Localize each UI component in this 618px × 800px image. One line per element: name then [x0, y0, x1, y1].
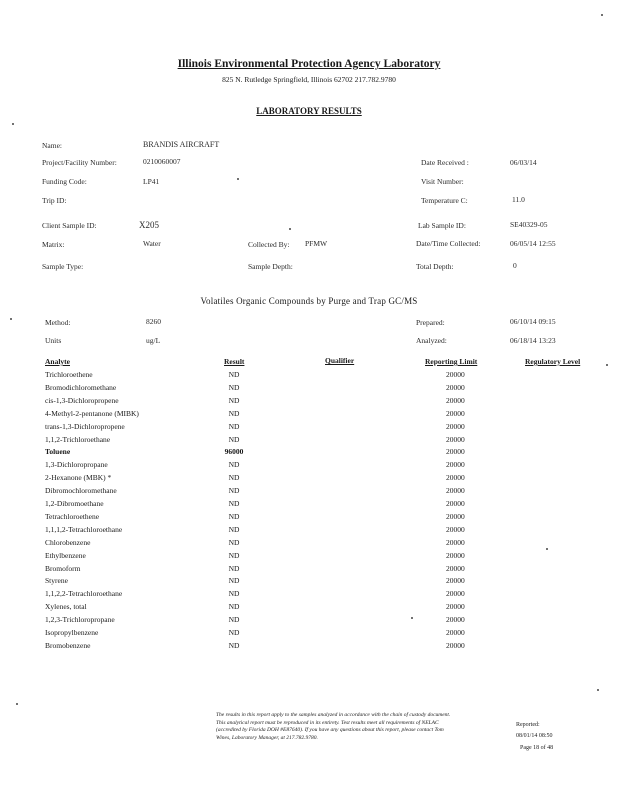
scan-speck	[10, 318, 12, 320]
total-depth-label: Total Depth:	[416, 262, 454, 271]
analyzed-label: Analyzed:	[416, 336, 447, 345]
reporting-limit-cell: 20000	[446, 460, 465, 470]
prepared-value: 06/10/14 09:15	[510, 317, 556, 326]
reporting-limit-cell: 20000	[446, 628, 465, 637]
table-row	[0, 396, 618, 408]
reporting-limit-cell: 20000	[446, 602, 465, 612]
reporting-limit-cell: 20000	[446, 447, 465, 457]
name-value: BRANDIS AIRCRAFT	[143, 140, 220, 149]
footer-note: The results in this report apply to the samples analyzed in accordance with the chain of custody document. This analytical report must be reproduced in its entirety. Test results meet all requirements of NELAC (accredited by Florida DOH #E87640). If you have any questions about this report, please contact Tom Wines, Laboratory Manager, at 217.782.9780.	[216, 712, 451, 741]
collected-by-value: PFMW	[305, 239, 328, 248]
result-cell: ND	[228, 395, 240, 405]
result-cell: ND	[228, 524, 240, 534]
analyte-cell: Bromoform	[45, 563, 81, 573]
table-row	[0, 383, 618, 395]
scan-speck	[597, 689, 599, 691]
scan-speck	[237, 178, 239, 180]
scan-speck	[12, 123, 14, 125]
analyte-cell: Chlorobenzene	[45, 537, 91, 547]
reporting-limit-cell: 20000	[446, 537, 465, 547]
analyte-cell: Tetrachloroethene	[45, 511, 100, 521]
scan-speck	[606, 364, 608, 366]
result-cell: ND	[228, 473, 240, 483]
table-row	[0, 525, 618, 537]
reporting-limit-cell: 20000	[446, 421, 465, 431]
analyte-cell: 1,1,2-Trichloroethane	[45, 434, 111, 444]
matrix-label: Matrix:	[42, 240, 65, 249]
analyte-cell: 1,3-Dichloropropane	[45, 460, 108, 470]
table-row	[0, 435, 618, 447]
report-title: LABORATORY RESULTS	[256, 106, 362, 116]
collected-dt-value: 06/05/14 12:55	[510, 239, 556, 248]
reporting-limit-cell: 20000	[446, 511, 465, 521]
project-value: 0210060007	[143, 157, 181, 166]
analyte-cell: Styrene	[45, 576, 68, 586]
col-qualifier: Qualifier	[325, 356, 355, 365]
lab-id-value: SE40329-05	[510, 220, 548, 229]
analyte-cell: Xylenes, total	[45, 602, 87, 612]
sample-type-label: Sample Type:	[42, 262, 84, 271]
table-row	[0, 615, 618, 627]
method-value: 8260	[146, 317, 161, 326]
result-cell: ND	[228, 628, 240, 637]
scan-speck	[411, 617, 413, 619]
reporting-limit-cell: 20000	[446, 395, 465, 405]
client-id-value: X205	[139, 220, 159, 230]
lab-id-label: Lab Sample ID:	[418, 221, 466, 230]
lab-address: 825 N. Rutledge Springfield, Illinois 62702 217.782.9780	[222, 75, 396, 84]
method-label: Method:	[45, 318, 71, 327]
result-cell: ND	[228, 408, 240, 418]
funding-label: Funding Code:	[42, 177, 87, 186]
analyte-cell: 1,2,3-Trichloropropane	[45, 615, 115, 625]
name-label: Name:	[42, 141, 62, 150]
units-label: Units	[45, 336, 62, 345]
result-cell: ND	[228, 550, 240, 560]
analyte-cell: 1,2-Dibromoethane	[45, 499, 104, 508]
page-number: Page 18 of 48	[520, 745, 554, 751]
table-row	[0, 486, 618, 498]
reporting-limit-cell: 20000	[446, 563, 465, 573]
col-analyte: Analyte	[45, 357, 70, 366]
result-cell: ND	[228, 576, 240, 586]
analyte-cell: Dibromochloromethane	[45, 486, 117, 496]
result-cell: ND	[228, 499, 240, 508]
temperature-label: Temperature C:	[421, 196, 468, 205]
funding-value: LP41	[143, 177, 160, 186]
reporting-limit-cell: 20000	[446, 382, 465, 392]
table-row	[0, 628, 618, 640]
reporting-limit-cell: 20000	[446, 550, 465, 560]
reporting-limit-cell: 20000	[446, 589, 465, 599]
reporting-limit-cell: 20000	[446, 524, 465, 534]
result-cell: ND	[228, 460, 240, 470]
reporting-limit-cell: 20000	[446, 370, 465, 379]
analyte-cell: 4-Methyl-2-pentanone (MIBK)	[45, 408, 139, 418]
col-result: Result	[224, 357, 245, 366]
lab-title: Illinois Environmental Protection Agency Laboratory	[177, 58, 441, 70]
result-cell: ND	[228, 370, 240, 379]
table-row	[0, 512, 618, 524]
scan-speck	[289, 228, 291, 230]
result-cell: ND	[228, 434, 240, 444]
reporting-limit-cell: 20000	[446, 473, 465, 483]
table-row	[0, 538, 618, 550]
analyte-cell: 2-Hexanone (MBK) *	[45, 473, 112, 483]
prepared-label: Prepared:	[416, 318, 445, 327]
col-regulatory-level: Regulatory Level	[525, 357, 581, 366]
reporting-limit-cell: 20000	[446, 615, 465, 625]
table-row	[0, 447, 618, 459]
reporting-limit-cell: 20000	[446, 486, 465, 496]
project-label: Project/Facility Number:	[42, 158, 117, 167]
result-cell: ND	[228, 421, 240, 431]
matrix-value: Water	[143, 239, 161, 248]
scan-speck	[16, 703, 18, 705]
table-row	[0, 409, 618, 421]
collected-by-label: Collected By:	[248, 240, 290, 249]
date-received-value: 06/03/14	[510, 158, 537, 167]
sample-depth-label: Sample Depth:	[248, 262, 293, 271]
table-row	[0, 473, 618, 485]
reporting-limit-cell: 20000	[446, 408, 465, 418]
table-row	[0, 576, 618, 588]
analyte-cell: 1,1,2,2-Tetrachloroethane	[45, 589, 123, 599]
temperature-value: 11.0	[512, 195, 525, 204]
result-cell: ND	[228, 382, 240, 392]
table-row	[0, 370, 618, 382]
analyte-cell: Bromodichloromethane	[45, 382, 117, 392]
analyte-cell: trans-1,3-Dichloropropene	[45, 421, 125, 431]
client-id-label: Client Sample ID:	[42, 221, 97, 230]
method-heading: Volatiles Organic Compounds by Purge and Trap GC/MS	[200, 296, 418, 306]
analyte-cell: cis-1,3-Dichloropropene	[45, 395, 119, 405]
result-cell: 96000	[224, 447, 244, 457]
result-cell: ND	[228, 486, 240, 496]
result-cell: ND	[228, 640, 240, 650]
scan-speck	[546, 548, 548, 550]
result-cell: ND	[228, 563, 240, 573]
analyte-cell: Isopropylbenzene	[45, 628, 99, 637]
reported-label: Reported:	[516, 722, 540, 728]
table-row	[0, 460, 618, 472]
units-value: ug/L	[146, 336, 161, 345]
analyte-cell: Ethylbenzene	[45, 550, 86, 560]
analyte-cell: 1,1,1,2-Tetrachloroethane	[45, 524, 123, 534]
reporting-limit-cell: 20000	[446, 499, 465, 508]
analyte-cell: Toluene	[45, 447, 71, 457]
collected-dt-label: Date/Time Collected:	[416, 239, 481, 248]
total-depth-value: 0	[513, 261, 517, 270]
table-row	[0, 564, 618, 576]
result-cell: ND	[228, 511, 240, 521]
trip-label: Trip ID:	[42, 196, 67, 205]
col-reporting-limit: Reporting Limit	[425, 357, 478, 366]
visit-label: Visit Number:	[421, 177, 464, 186]
reported-value: 08/01/14 08:50	[516, 733, 553, 739]
table-row	[0, 602, 618, 614]
result-cell: ND	[228, 602, 240, 612]
analyte-cell: Bromobenzene	[45, 640, 91, 650]
table-row	[0, 551, 618, 563]
analyzed-value: 06/18/14 13:23	[510, 336, 556, 345]
result-cell: ND	[228, 589, 240, 599]
table-row	[0, 641, 618, 653]
result-cell: ND	[228, 615, 240, 625]
table-row	[0, 499, 618, 511]
result-cell: ND	[228, 537, 240, 547]
reporting-limit-cell: 20000	[446, 576, 465, 586]
table-row	[0, 589, 618, 601]
analyte-cell: Trichloroethene	[45, 370, 93, 379]
scan-speck	[601, 14, 603, 16]
reporting-limit-cell: 20000	[446, 640, 465, 650]
date-received-label: Date Received :	[421, 158, 469, 167]
reporting-limit-cell: 20000	[446, 434, 465, 444]
table-row	[0, 422, 618, 434]
